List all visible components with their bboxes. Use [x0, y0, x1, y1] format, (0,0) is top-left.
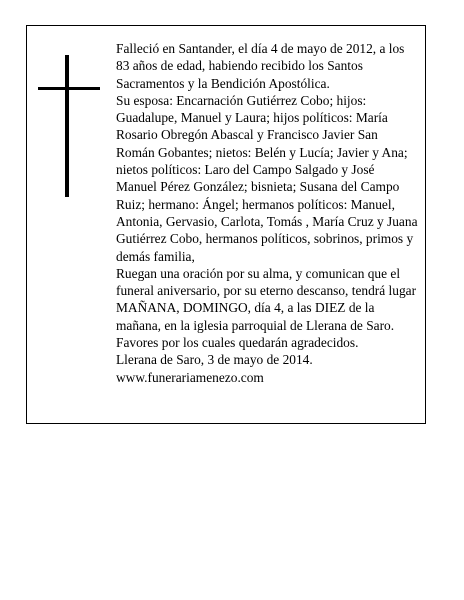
- website-line: www.funerariamenezo.com: [116, 369, 264, 385]
- obituary-notice: [26, 25, 426, 424]
- thanks-line: Favores por los cuales quedarán agradecidos.: [116, 335, 359, 351]
- family-list: Su esposa: Encarnación Gutiérrez Cobo; hijos: Guadalupe, Manuel y Laura; hijos políticos: María Rosario Obregón Abascal y Francisco Javier San Román Gobantes; nietos: Belén y Lucía; Javier y Ana; nietos políticos: Laro del Campo Salgado y José Manuel Pérez González; bisnieta; Susana del Campo Ruiz; hermano: Ángel; hermanos políticos: Manuel, Antonia, Gervasio, Carlota, Tomás , María Cruz y Juana Gutiérrez Cobo, hermanos políticos, sobrinos, primos y demás familia,: [116, 92, 418, 264]
- funeral-details: Ruegan una oración por su alma, y comunican que el funeral aniversario, por su eterno descanso, tendrá lugar MAÑANA, DOMINGO, día 4, a las DIEZ de la mañana, en la iglesia parroquial de Llerana de Saro.: [116, 265, 417, 333]
- cross-vertical-bar: [65, 55, 69, 197]
- cross-horizontal-bar: [38, 87, 100, 90]
- obituary-text: [116, 40, 418, 386]
- place-date-line: Llerana de Saro, 3 de mayo de 2014.: [116, 352, 313, 368]
- death-announcement: Falleció en Santander, el día 4 de mayo de 2012, a los 83 años de edad, habiendo recibido los Santos Sacramentos y la Bendición Apostólica.: [116, 41, 405, 91]
